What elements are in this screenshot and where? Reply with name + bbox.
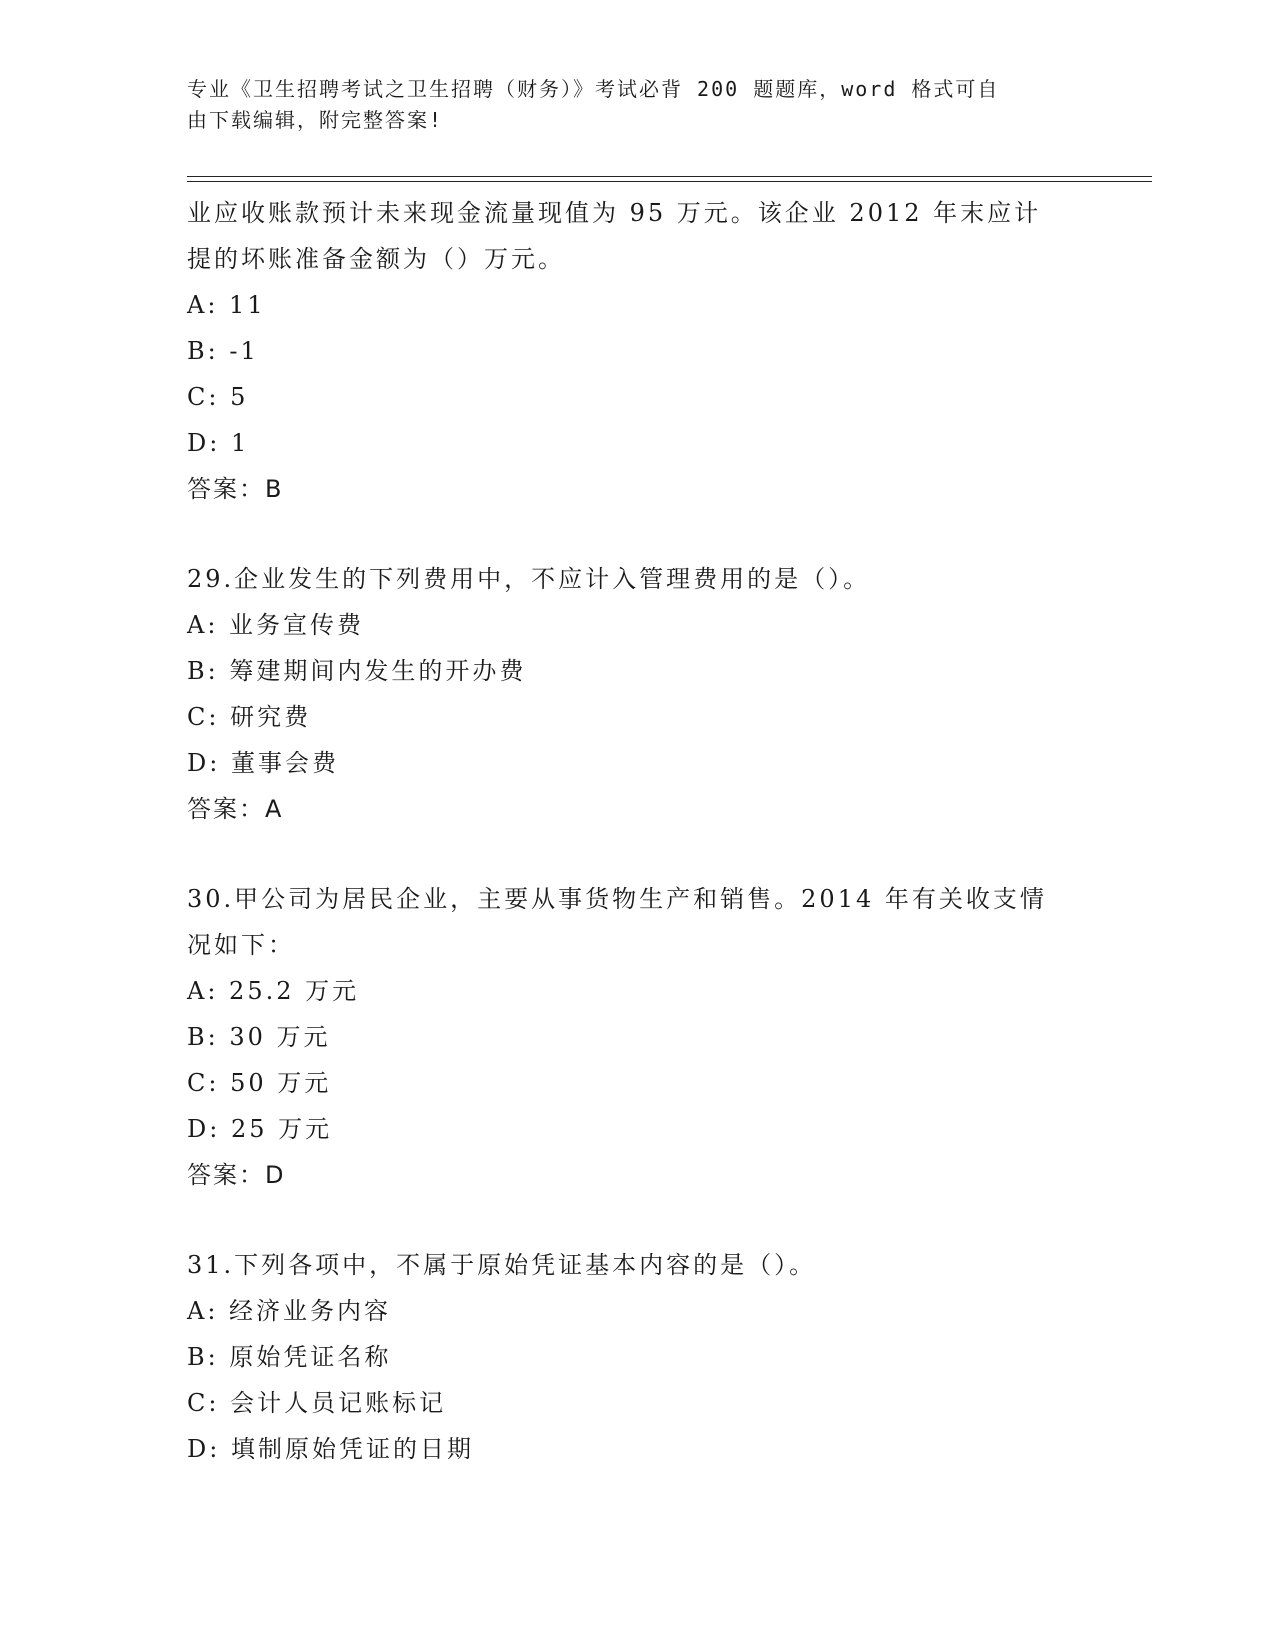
question-list [187,190,1087,1472]
document-header [187,74,1087,136]
spacer [187,832,1087,876]
question-30 [187,876,1087,1198]
spacer [187,1198,1087,1242]
question-text-line: 31.下列各项中，不属于原始凭证基本内容的是（）。 [187,1251,817,1279]
question-29 [187,556,1087,832]
option-a: A: 11 [187,291,266,319]
question-text-line: 29.企业发生的下列费用中，不应计入管理费用的是（）。 [187,565,871,593]
question-31 [187,1242,1087,1472]
option-d: D: 填制原始凭证的日期 [187,1435,474,1463]
option-b: B: 筹建期间内发生的开办费 [187,657,527,685]
option-a: A: 25.2 万元 [187,977,360,1005]
spacer [187,512,1087,556]
question-text-line: 业应收账款预计未来现金流量现值为 95 万元。该企业 2012 年末应计 [187,199,1042,227]
option-a: A: 经济业务内容 [187,1297,392,1325]
option-c: C: 研究费 [187,703,312,731]
question-text-line: 30.甲公司为居民企业，主要从事货物生产和销售。2014 年有关收支情 [187,885,1047,913]
question-28 [187,190,1087,512]
header-line-1: 专业《卫生招聘考试之卫生招聘（财务）》考试必背 200 题题库，word 格式可自 [187,77,1000,101]
question-text-line: 提的坏账准备金额为（）万元。 [187,245,565,273]
question-text-line: 况如下： [187,931,295,959]
option-a: A: 业务宣传费 [187,611,365,639]
header-rule-bottom [187,181,1152,182]
answer-line: 答案：D [187,1161,286,1189]
option-c: C: 5 [187,383,249,411]
option-b: B: -1 [187,337,259,365]
option-d: D: 董事会费 [187,749,339,777]
option-c: C: 50 万元 [187,1069,332,1097]
header-rule-top [187,176,1152,177]
answer-line: 答案：B [187,475,284,503]
option-c: C: 会计人员记账标记 [187,1389,447,1417]
header-line-2: 由下载编辑，附完整答案! [187,108,444,132]
option-b: B: 30 万元 [187,1023,331,1051]
option-d: D: 25 万元 [187,1115,333,1143]
option-b: B: 原始凭证名称 [187,1343,392,1371]
answer-line: 答案：A [187,795,284,823]
option-d: D: 1 [187,429,250,457]
